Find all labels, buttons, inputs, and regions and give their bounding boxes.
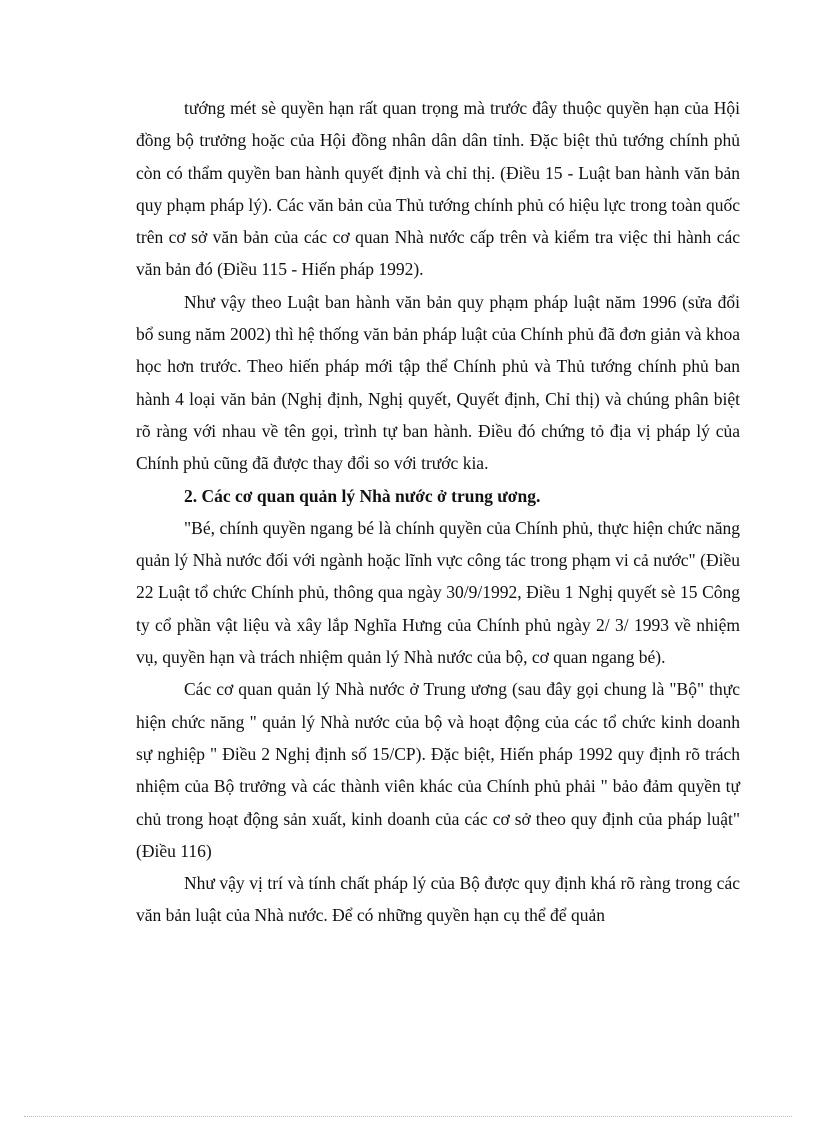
page-bottom-divider bbox=[24, 1116, 792, 1117]
section-heading: 2. Các cơ quan quản lý Nhà nước ở trung ương. bbox=[184, 485, 541, 506]
paragraph-central-agencies: Các cơ quan quản lý Nhà nước ở Trung ương (sau đây gọi chung là "Bộ" thực hiện chức năng " quản lý Nhà nước của bộ và hoạt động của các tổ chức kinh doanh sự nghiệp " Điều 2 Nghị định số 15/CP). Đặc biệt, Hiến pháp 1992 quy định rõ trách nhiệm của Bộ trưởng và các thành viên khác của Chính phủ phải " bảo đảm quyền tự chủ trong hoạt động sản xuất, kinh doanh của các cơ sở theo quy định của pháp luật" (Điều 116) bbox=[136, 679, 740, 861]
document-body bbox=[136, 92, 740, 932]
paragraph-government-documents: Như vậy theo Luật ban hành văn bản quy phạm pháp luật năm 1996 (sửa đổi bổ sung năm 2002) thì hệ thống văn bản pháp luật của Chính phủ đã đơn giản và khoa học hơn trước. Theo hiến pháp mới tập thể Chính phủ và Thủ tướng chính phủ ban hành 4 loại văn bản (Nghị định, Nghị quyết, Quyết định, Chỉ thị) và chúng phân biệt rõ ràng với nhau về tên gọi, trình tự ban hành. Điều đó chứng tỏ địa vị pháp lý của Chính phủ cũng đã được thay đổi so với trước kia. bbox=[136, 291, 740, 474]
paragraph-ministry-legal-status: Như vậy vị trí và tính chất pháp lý của Bộ được quy định khá rõ ràng trong các văn bản luật của Nhà nước. Để có những quyền hạn cụ thể để quản bbox=[136, 873, 740, 926]
paragraph-ministry-definition: "Bé, chính quyền ngang bé là chính quyền của Chính phủ, thực hiện chức năng quản lý Nhà nước đối với ngành hoặc lĩnh vực công tác trong phạm vi cả nước" (Điều 22 Luật tổ chức Chính phủ, thông qua ngày 30/9/1992, Điều 1 Nghị quyết sè 15 Công ty cổ phần vật liệu và xây lắp Nghĩa Hưng của Chính phủ ngày 2/ 3/ 1993 về nhiệm vụ, quyền hạn và trách nhiệm quản lý Nhà nước của bộ, cơ quan ngang bé). bbox=[136, 517, 740, 668]
paragraph-prime-minister-powers: tướng mét sè quyền hạn rất quan trọng mà trước đây thuộc quyền hạn của Hội đồng bộ trưởng hoặc của Hội đồng nhân dân dân tỉnh. Đặc biệt thủ tướng chính phủ còn có thẩm quyền ban hành quyết định và chỉ thị. (Điều 15 - Luật ban hành văn bản quy phạm pháp lý). Các văn bản của Thủ tướng chính phủ có hiệu lực trong toàn quốc trên cơ sở văn bản của các cơ quan Nhà nước cấp trên và kiểm tra việc thi hành các văn bản đó (Điều 115 - Hiến pháp 1992). bbox=[136, 98, 740, 280]
